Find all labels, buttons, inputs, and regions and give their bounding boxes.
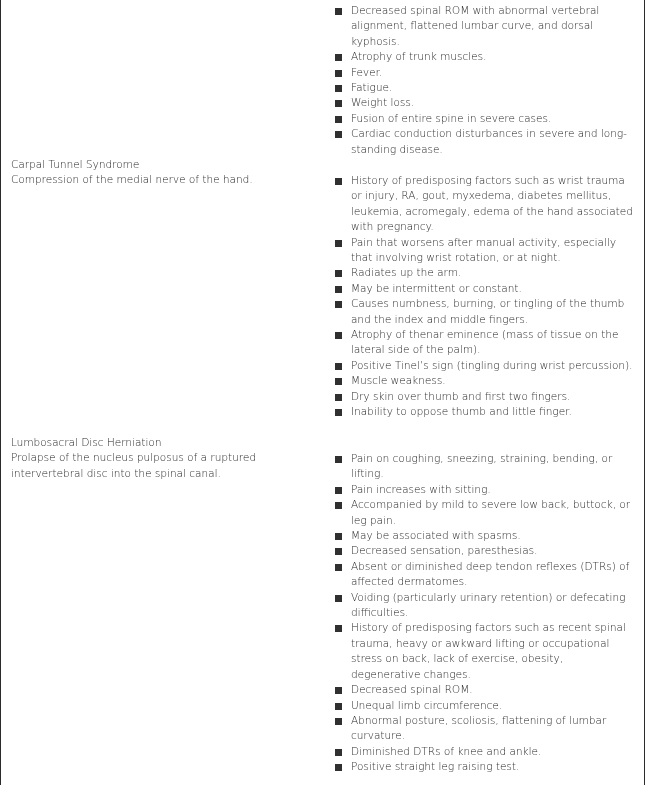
condition-title: Lumbosacral Disc Herniation — [11, 437, 162, 449]
finding-item: Weight loss. — [335, 96, 635, 111]
finding-item: Voiding (particularly urinary retention) or defecating difficulties. — [335, 591, 635, 622]
findings-list — [335, 4, 635, 158]
finding-item: Fusion of entire spine in severe cases. — [335, 112, 635, 127]
finding-item: May be associated with spasms. — [335, 529, 635, 544]
condition-description-line: intervertebral disc into the spinal canal. — [11, 467, 221, 480]
condition-description-line: Prolapse of the nucleus pulposus of a ruptured — [11, 452, 257, 465]
finding-item: Pain on coughing, sneezing, straining, bending, or lifting. — [335, 452, 635, 483]
finding-item: Decreased spinal ROM with abnormal vertebral alignment, flattened lumbar curve, and dorsal kyphosis. — [335, 4, 635, 50]
findings-list — [335, 452, 635, 776]
finding-item: Causes numbness, burning, or tingling of the thumb and the index and middle fingers. — [335, 297, 635, 328]
condition-title: Carpal Tunnel Syndrome — [11, 159, 140, 171]
condition-lumbosacral-disc-herniation — [11, 436, 311, 482]
finding-item: Abnormal posture, scoliosis, flattening of lumbar curvature. — [335, 714, 635, 745]
finding-item: Cardiac conduction disturbances in severe and long-standing disease. — [335, 127, 635, 158]
finding-item: Fatigue. — [335, 81, 635, 96]
finding-item: Accompanied by mild to severe low back, buttock, or leg pain. — [335, 498, 635, 529]
finding-item: History of predisposing factors such as wrist trauma or injury, RA, gout, myxedema, diabetes mellitus, leukemia, acromegaly, edema of the hand associated with pregnancy. — [335, 174, 635, 236]
finding-item: History of predisposing factors such as recent spinal trauma, heavy or awkward lifting or occupational stress on back, lack of exercise, obesity, degenerative changes. — [335, 621, 635, 683]
findings-list — [335, 174, 635, 421]
finding-item: Positive Tinel’s sign (tingling during wrist percussion). — [335, 359, 635, 374]
finding-item: Positive straight leg raising test. — [335, 760, 635, 775]
finding-item: Muscle weakness. — [335, 374, 635, 389]
finding-item: Atrophy of thenar eminence (mass of tissue on the lateral side of the palm). — [335, 328, 635, 359]
finding-item: Pain increases with sitting. — [335, 483, 635, 498]
finding-item: Atrophy of trunk muscles. — [335, 50, 635, 65]
finding-item: Decreased spinal ROM. — [335, 683, 635, 698]
findings-column-continued — [335, 4, 635, 158]
finding-item: Inability to oppose thumb and little finger. — [335, 405, 635, 420]
finding-item: Absent or diminished deep tendon reflexes (DTRs) of affected dermatomes. — [335, 560, 635, 591]
findings-column-disc-herniation — [335, 452, 635, 776]
finding-item: Fever. — [335, 66, 635, 81]
condition-carpal-tunnel — [11, 158, 311, 189]
finding-item: Diminished DTRs of knee and ankle. — [335, 745, 635, 760]
findings-column-carpal-tunnel — [335, 174, 635, 421]
finding-item: May be intermittent or constant. — [335, 282, 635, 297]
finding-item: Dry skin over thumb and first two fingers. — [335, 390, 635, 405]
finding-item: Decreased sensation, paresthesias. — [335, 544, 635, 559]
finding-item: Unequal limb circumference. — [335, 699, 635, 714]
finding-item: Pain that worsens after manual activity, especially that involving wrist rotation, or at night. — [335, 236, 635, 267]
finding-item: Radiates up the arm. — [335, 266, 635, 281]
condition-description: Compression of the medial nerve of the hand. — [11, 174, 253, 187]
